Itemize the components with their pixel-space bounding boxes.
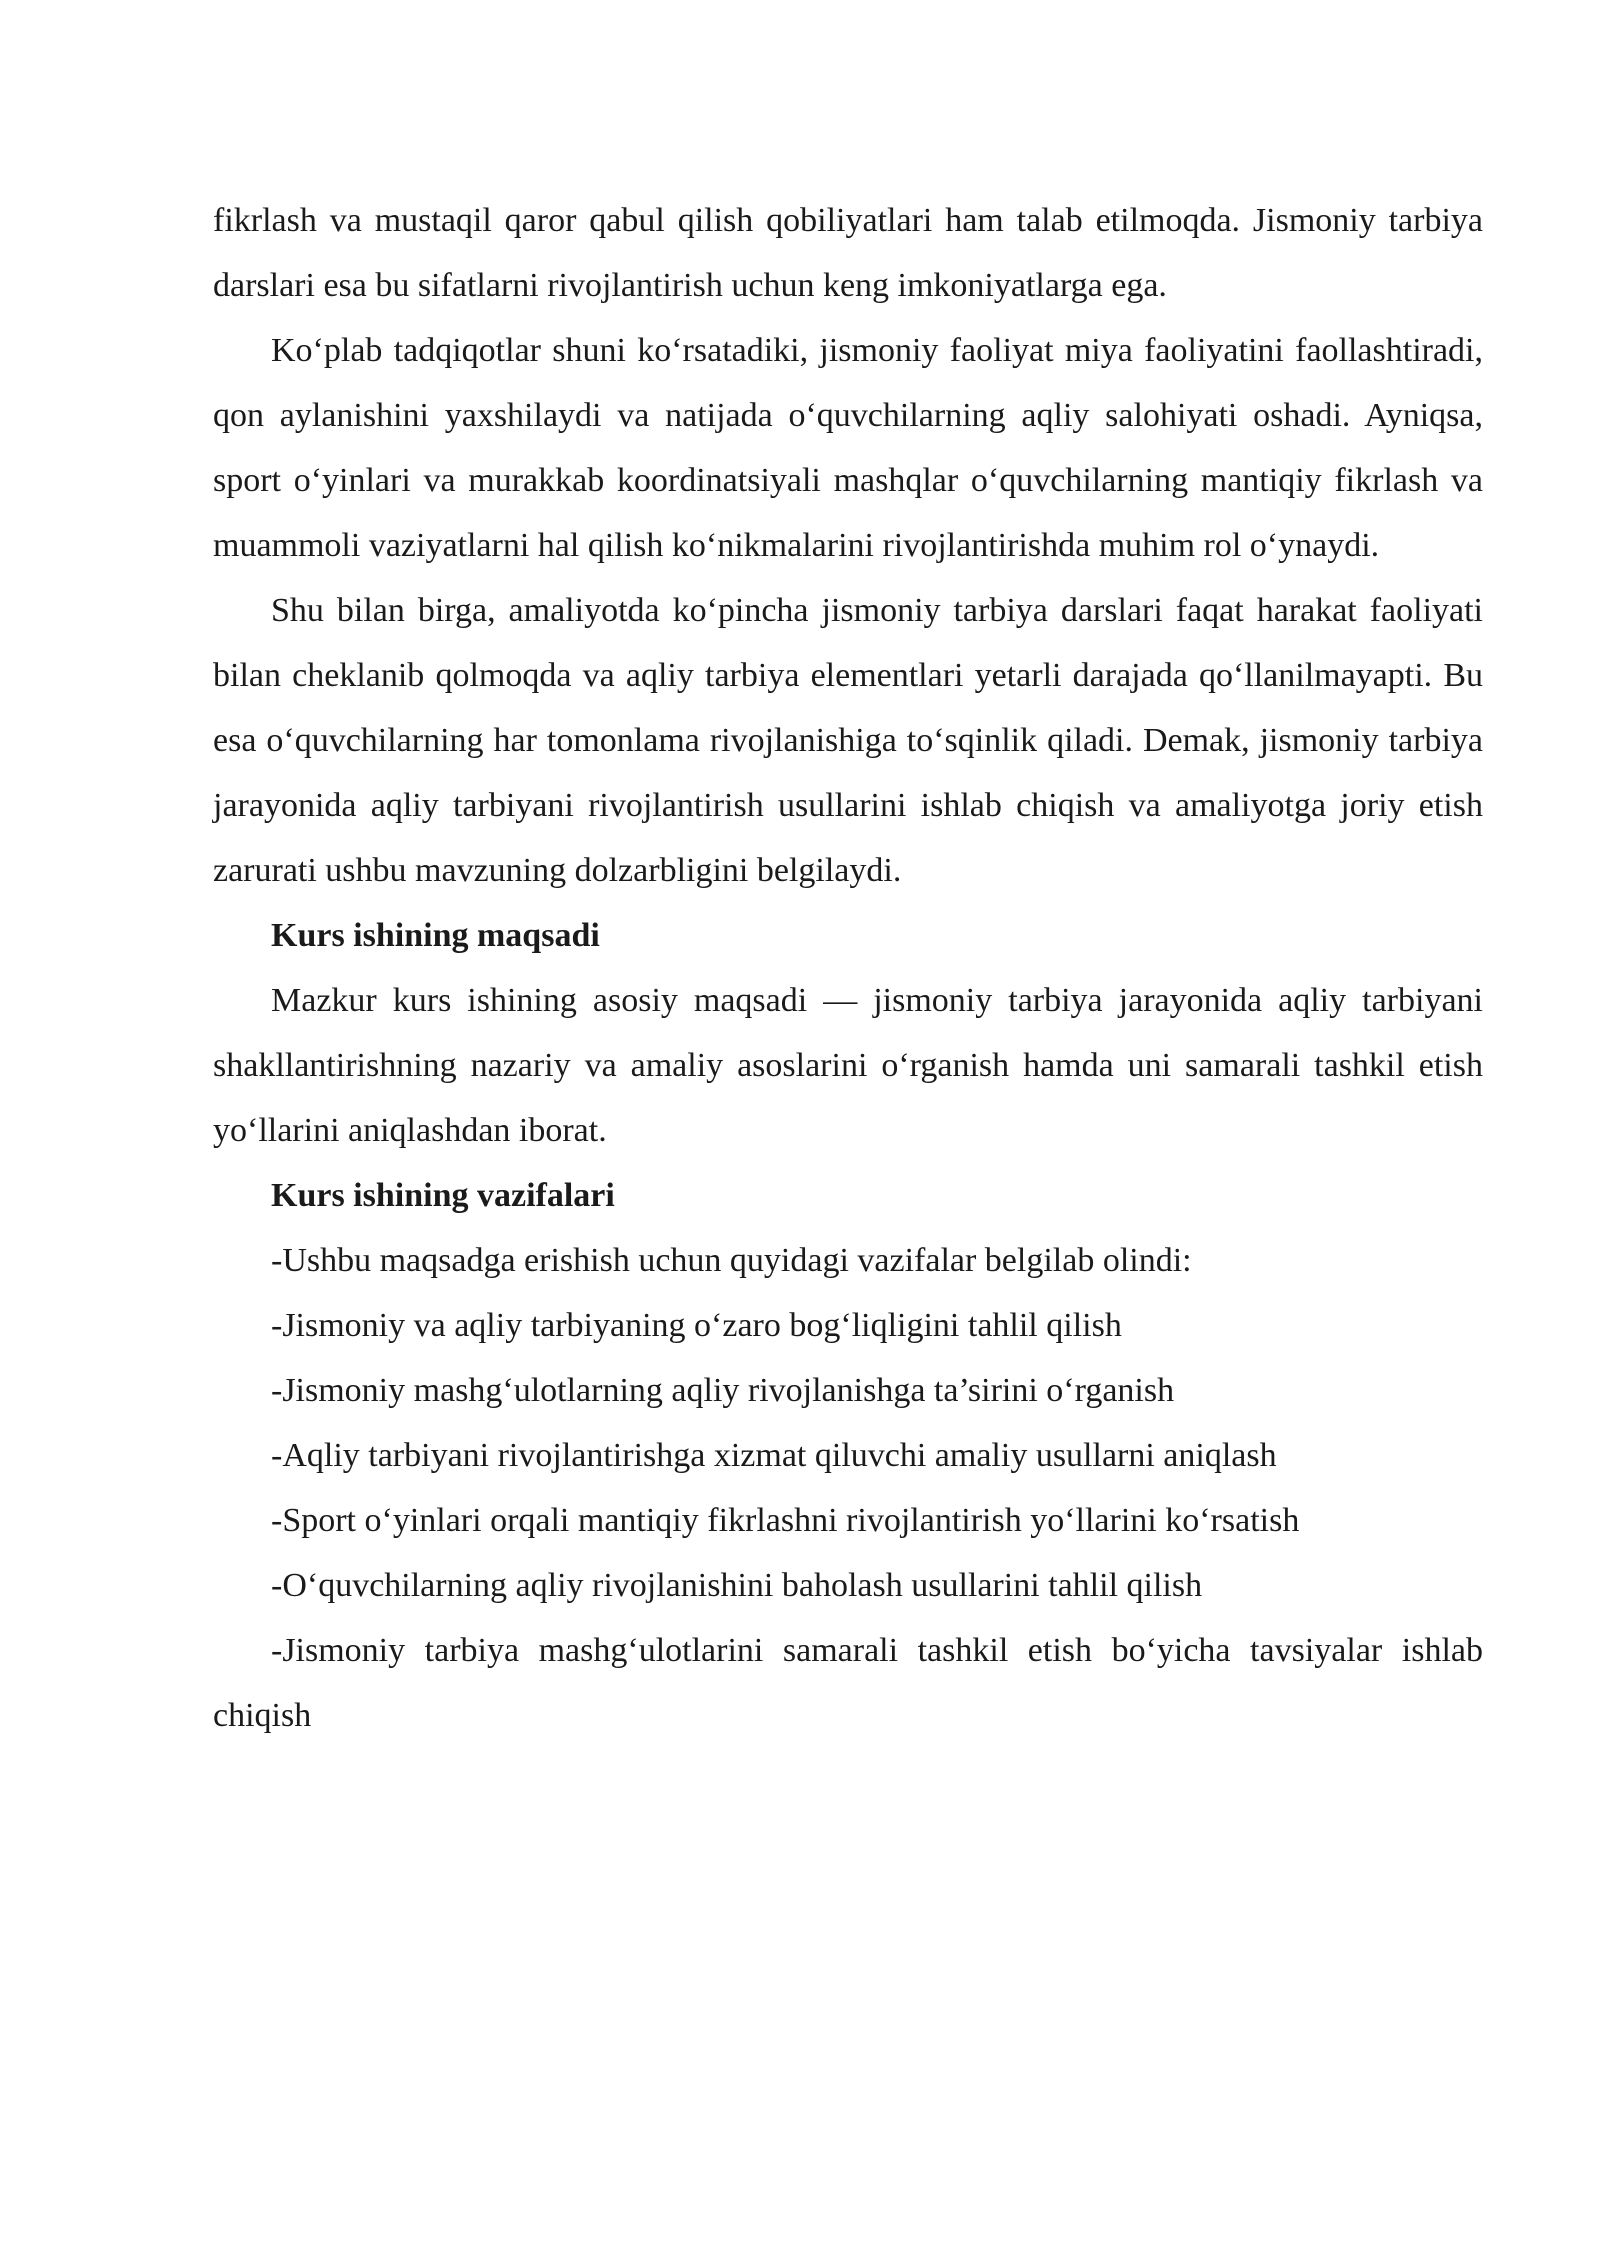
task-item: -Jismoniy mashg‘ulotlarning aqliy rivojlanishga ta’sirini o‘rganish [271, 1372, 1175, 1409]
task-item: -Jismoniy tarbiya mashg‘ulotlarini samarali tashkil etish bo‘yicha tavsiyalar ishlab chiqish [213, 1632, 1483, 1734]
paragraph-research: Ko‘plab tadqiqotlar shuni ko‘rsatadiki, jismoniy faoliyat miya faoliyatini faollashtiradi, qon aylanishini yaxshilaydi va natijada o‘quvchilarning aqliy salohiyati oshadi. Ayniqsa, sport o‘yinlari va murakkab koordinatsiyali mashqlar o‘quvchilarning mantiqiy fikrlash va muammoli vaziyatlarni hal qilish ko‘nikmalarini rivojlantirishda muhim rol o‘ynaydi. [213, 332, 1483, 564]
document-body [213, 188, 1483, 1748]
paragraph-practice: Shu bilan birga, amaliyotda ko‘pincha jismoniy tarbiya darslari faqat harakat faoliyati bilan cheklanib qolmoqda va aqliy tarbiya elementlari yetarli darajada qo‘llanilmayapti. Bu esa o‘quvchilarning har tomonlama rivojlanishiga to‘sqinlik qiladi. Demak, jismoniy tarbiya jarayonida aqliy tarbiyani rivojlantirish usullarini ishlab chiqish va amaliyotga joriy etish zarurati ushbu mavzuning dolzarbligini belgilaydi. [213, 592, 1483, 889]
task-item: -Sport o‘yinlari orqali mantiqiy fikrlashni rivojlantirish yo‘llarini ko‘rsatish [271, 1502, 1300, 1539]
tasks-heading: Kurs ishining vazifalari [271, 1177, 615, 1214]
task-item: -Jismoniy va aqliy tarbiyaning o‘zaro bog‘liqligini tahlil qilish [271, 1307, 1122, 1344]
task-item: -Ushbu maqsadga erishish uchun quyidagi vazifalar belgilab olindi: [271, 1242, 1192, 1279]
goal-paragraph: Mazkur kurs ishining asosiy maqsadi — jismoniy tarbiya jarayonida aqliy tarbiyani shakllantirishning nazariy va amaliy asoslarini o‘rganish hamda uni samarali tashkil etish yo‘llarini aniqlashdan iborat. [213, 982, 1483, 1149]
paragraph-continuation: fikrlash va mustaqil qaror qabul qilish qobiliyatlari ham talab etilmoqda. Jismoniy tarbiya darslari esa bu sifatlarni rivojlantirish uchun keng imkoniyatlarga ega. [213, 202, 1483, 304]
task-item: -O‘quvchilarning aqliy rivojlanishini baholash usullarini tahlil qilish [271, 1567, 1203, 1604]
task-item: -Aqliy tarbiyani rivojlantirishga xizmat qiluvchi amaliy usullarni aniqlash [271, 1437, 1277, 1474]
goal-heading: Kurs ishining maqsadi [271, 917, 600, 954]
